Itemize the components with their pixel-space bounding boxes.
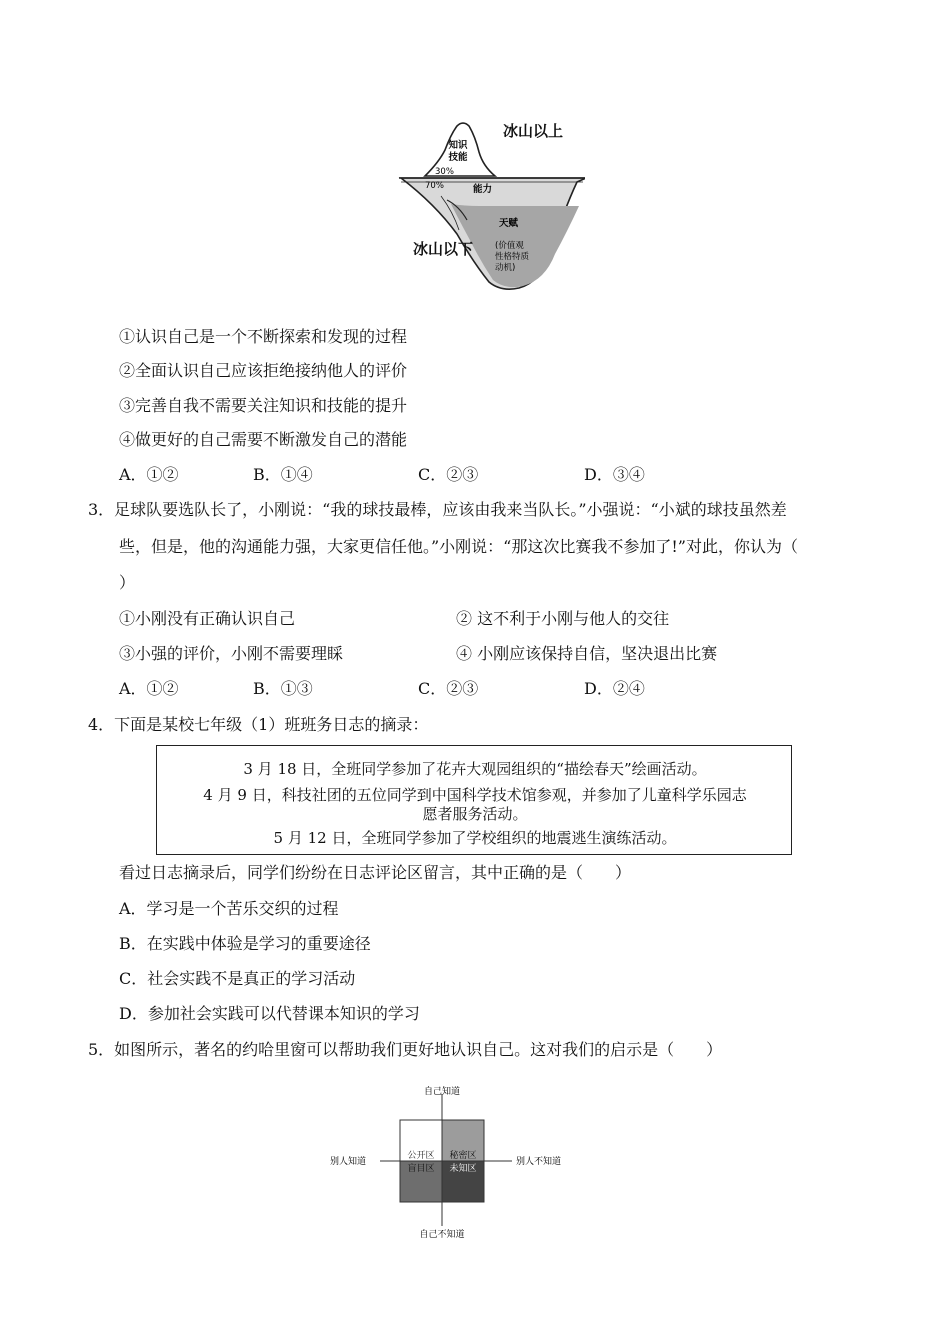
q4-option-b[interactable]: B．在实践中体验是学习的重要途径 xyxy=(119,934,371,953)
q2-statement-4: ④做更好的自己需要不断激发自己的潜能 xyxy=(119,430,408,449)
q2-option-d[interactable]: D．③④ xyxy=(584,465,645,484)
q3-statement-1: ①小刚没有正确认识自己 xyxy=(119,609,296,628)
talent-label: 天赋 xyxy=(499,218,519,229)
log-entry-1: 3 月 18 日，全班同学参加了花卉大观园组织的“描绘春天”绘画活动。 xyxy=(243,760,707,778)
q2-statement-2: ②全面认识自己应该拒绝接纳他人的评价 xyxy=(119,361,408,380)
pct-70-label: 70% xyxy=(425,181,444,191)
q3-option-d[interactable]: D．②④ xyxy=(584,679,645,698)
q2-option-c[interactable]: C．②③ xyxy=(418,465,479,484)
log-entry-3: 5 月 12 日，全班同学参加了学校组织的地震逃生演练活动。 xyxy=(273,829,677,847)
q4-stem: 4．下面是某校七年级（1）班班务日志的摘录： xyxy=(88,715,429,734)
q4-option-a[interactable]: A．学习是一个苦乐交织的过程 xyxy=(119,899,339,918)
q3-stem-line-1: 3．足球队要选队长了，小刚说：“我的球技最棒，应该由我来当队长。”小强说：“小斌的球技虽然差 xyxy=(88,500,787,519)
johari-bottom-label: 自己不知道 xyxy=(419,1230,465,1240)
q4-option-d[interactable]: D．参加社会实践可以代替课本知识的学习 xyxy=(119,1004,420,1023)
ability-label: 能力 xyxy=(473,184,493,195)
blind-area-label: 盲目区 xyxy=(407,1164,435,1174)
q3-statement-2: ② 这不利于小刚与他人的交往 xyxy=(456,609,670,628)
johari-window-figure xyxy=(320,1080,580,1240)
iceberg-below-label: 冰山以下 xyxy=(413,240,474,258)
q3-option-b[interactable]: B．①③ xyxy=(253,679,313,698)
log-entry-2-cont: 愿者服务活动。 xyxy=(422,805,528,823)
q3-stem-line-3: ） xyxy=(119,573,136,592)
talent-detail-1: (价值观 xyxy=(495,241,524,251)
johari-left-label: 别人知道 xyxy=(330,1157,367,1167)
johari-right-label: 别人不知道 xyxy=(516,1157,562,1167)
q3-option-a[interactable]: A．①② xyxy=(119,679,179,698)
q3-statement-4: ④ 小刚应该保持自信，坚决退出比赛 xyxy=(456,644,718,663)
open-area-label: 公开区 xyxy=(407,1151,435,1161)
q3-stem-line-2: 些，但是，他的沟通能力强，大家更信任他。”小刚说：“那这次比赛我不参加了!”对此，你认为（ xyxy=(119,537,798,556)
tip-label-2: 技能 xyxy=(448,152,468,163)
iceberg-above-label: 冰山以上 xyxy=(503,122,564,140)
q2-statement-1: ①认识自己是一个不断探索和发现的过程 xyxy=(119,327,408,346)
q3-option-c[interactable]: C．②③ xyxy=(418,679,479,698)
talent-detail-2: 性格特质 xyxy=(495,252,530,262)
log-entry-2: 4 月 9 日，科技社团的五位同学到中国科学技术馆参观，并参加了儿童科学乐园志 xyxy=(203,786,747,804)
q4-option-c[interactable]: C．社会实践不是真正的学习活动 xyxy=(119,969,356,988)
johari-top-label: 自己知道 xyxy=(423,1087,461,1097)
q2-option-b[interactable]: B．①④ xyxy=(253,465,313,484)
tip-label-1: 知识 xyxy=(448,140,468,151)
q2-statement-3: ③完善自我不需要关注知识和技能的提升 xyxy=(119,396,408,415)
pct-30-label: 30% xyxy=(435,167,454,177)
class-log-box xyxy=(156,745,792,855)
q2-option-a[interactable]: A．①② xyxy=(119,465,179,484)
talent-detail-3: 动机) xyxy=(495,263,516,273)
unknown-area-label: 未知区 xyxy=(449,1164,477,1174)
q4-prompt: 看过日志摘录后，同学们纷纷在日志评论区留言，其中正确的是（ ） xyxy=(119,863,632,882)
secret-area-label: 秘密区 xyxy=(449,1151,477,1161)
q5-stem: 5．如图所示，著名的约哈里窗可以帮助我们更好地认识自己。这对我们的启示是（ ） xyxy=(88,1040,723,1059)
q3-statement-3: ③小强的评价，小刚不需要理睬 xyxy=(119,644,344,663)
